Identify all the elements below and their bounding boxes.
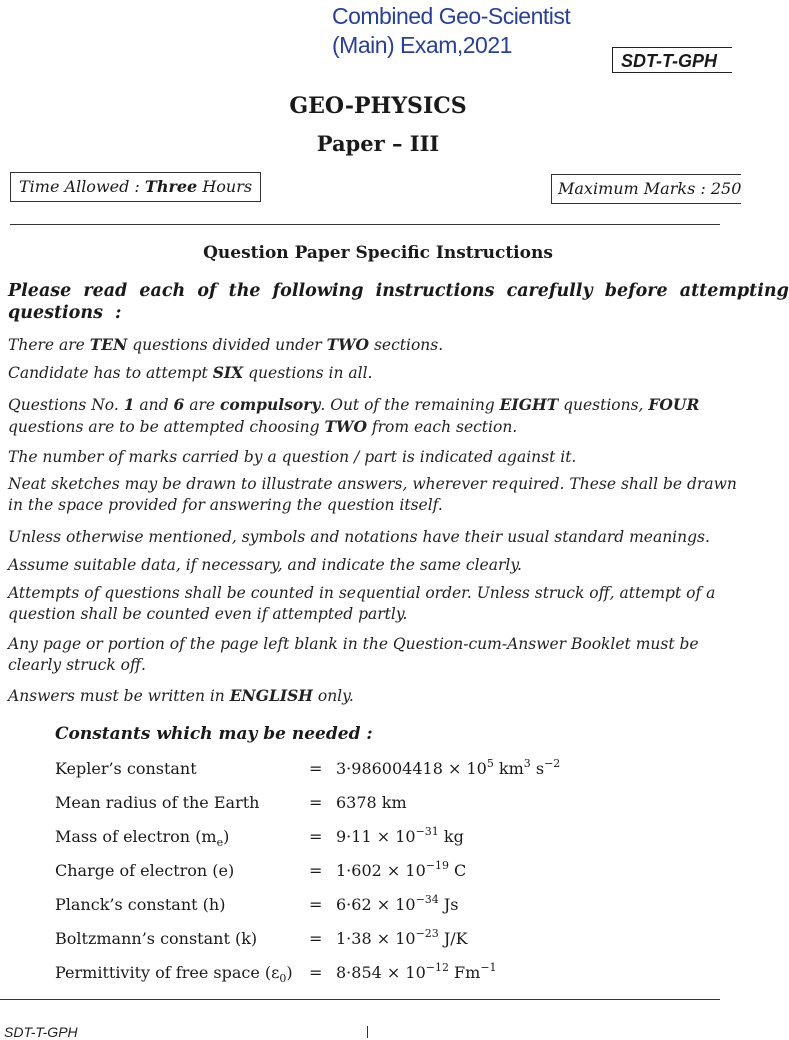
instructions-lead-line-1: Please read each of the following instructions carefully before attempting bbox=[8, 281, 789, 301]
constant-value: $3\cdot 986004418 \times 10^5$ $km^3$ $s^{-2}$ bbox=[336, 757, 561, 778]
divider-bottom bbox=[0, 999, 720, 1000]
equals-sign: = bbox=[309, 759, 323, 778]
instructions-heading: Question Paper Specific Instructions bbox=[203, 243, 553, 263]
constant-name: Mean radius of the Earth bbox=[55, 793, 260, 812]
constant-name: Kepler’s constant bbox=[55, 759, 197, 778]
page-mark bbox=[367, 1026, 368, 1038]
constants-heading: Constants which may be needed : bbox=[55, 724, 373, 744]
instruction-1: There are TEN questions divided under TWO sections. bbox=[8, 335, 444, 354]
constant-name: Planck’s constant (h) bbox=[55, 895, 226, 914]
exam-title bbox=[332, 2, 570, 60]
instruction-10: Answers must be written in ENGLISH only. bbox=[8, 686, 354, 705]
maximum-marks-box: Maximum Marks : 250 bbox=[551, 174, 741, 204]
constant-name: Permittivity of free space $(\varepsilon_0)$ bbox=[55, 963, 293, 985]
equals-sign: = bbox=[309, 963, 323, 982]
instructions-lead-line-2: questions : bbox=[8, 303, 122, 323]
time-prefix: Time Allowed : bbox=[19, 177, 145, 196]
instruction-5: Neat sketches may be drawn to illustrate answers, wherever required. These shall be drawn in the space provided for answering the question itself. bbox=[8, 475, 737, 514]
constant-name: Charge of electron (e) bbox=[55, 861, 235, 880]
exam-title-line-2: (Main) Exam,2021 bbox=[332, 32, 512, 58]
divider-top bbox=[10, 224, 720, 225]
constant-name: Mass of electron $(m_e)$ bbox=[55, 827, 230, 849]
instruction-2: Candidate has to attempt SIX questions in all. bbox=[8, 363, 373, 382]
time-value: Three bbox=[144, 177, 198, 196]
equals-sign: = bbox=[309, 895, 323, 914]
instruction-7: Assume suitable data, if necessary, and indicate the same clearly. bbox=[8, 556, 522, 574]
time-suffix: Hours bbox=[197, 177, 253, 196]
constant-name: Boltzmann’s constant (k) bbox=[55, 929, 258, 948]
instructions-lead bbox=[8, 280, 789, 324]
instruction-6: Unless otherwise mentioned, symbols and notations have their usual standard meanings. bbox=[8, 528, 710, 546]
equals-sign: = bbox=[309, 827, 323, 846]
constant-value: $6\cdot 62 \times 10^{-34}$ Js bbox=[336, 893, 459, 914]
constant-value: $1\cdot 602 \times 10^{-19}$ C bbox=[336, 859, 467, 880]
time-allowed-box bbox=[10, 172, 261, 202]
instruction-3: Questions No. 1 and 6 are compulsory. Out of the remaining EIGHT questions, FOUR questions are to be attempted choosing TWO from each section. bbox=[8, 395, 700, 436]
instruction-4: The number of marks carried by a question / part is indicated against it. bbox=[8, 448, 577, 466]
exam-title-line-1: Combined Geo-Scientist bbox=[332, 3, 571, 29]
instruction-8: Attempts of questions shall be counted in sequential order. Unless struck off, attempt of a question shall be counted even if attempted partly. bbox=[8, 584, 716, 623]
paper-number: Paper – III bbox=[316, 131, 440, 156]
constant-value: 6378 km bbox=[336, 793, 407, 812]
constant-value: $8\cdot 854 \times 10^{-12}$ $Fm^{-1}$ bbox=[336, 961, 497, 982]
subject-title: GEO-PHYSICS bbox=[289, 93, 467, 119]
constant-value: $1\cdot 38 \times 10^{-23}$ J/K bbox=[336, 927, 468, 948]
paper-code-box: SDT-T-GPH bbox=[612, 47, 732, 73]
equals-sign: = bbox=[309, 793, 323, 812]
constant-value: $9\cdot 11 \times 10^{-31}$ kg bbox=[336, 825, 464, 846]
equals-sign: = bbox=[309, 929, 323, 948]
equals-sign: = bbox=[309, 861, 323, 880]
instruction-9: Any page or portion of the page left blank in the Question-cum-Answer Booklet must be clearly struck off. bbox=[8, 635, 699, 674]
footer-paper-code: SDT-T-GPH bbox=[4, 1024, 78, 1040]
